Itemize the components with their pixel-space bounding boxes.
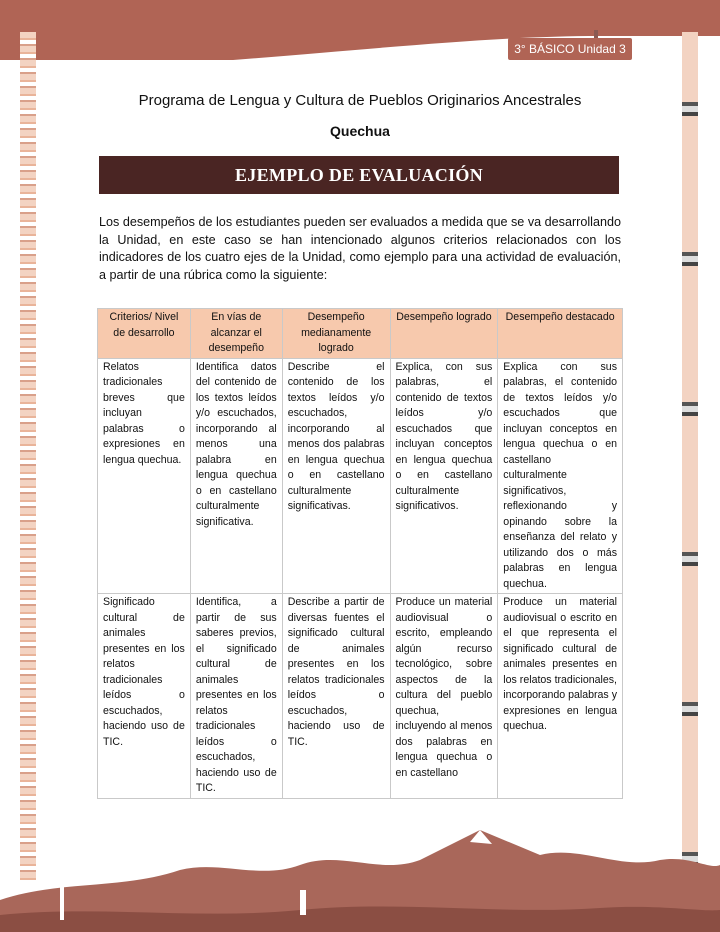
column-header: Desempeño medianamente logrado: [282, 309, 390, 359]
table-cell: Significado cultural de animales presentes en los relatos tradicionales leídos o escuchados, haciendo uso de TIC.: [98, 594, 191, 799]
table-cell: Identifica, a partir de sus saberes previos, el significado cultural de animales presentes en los relatos tradicionales leídos o escuchados, haciendo uso de TIC.: [190, 594, 282, 799]
language-subtitle: Quechua: [330, 123, 390, 139]
table-row: [98, 358, 623, 594]
program-title: Programa de Lengua y Cultura de Pueblos Originarios Ancestrales: [138, 92, 582, 109]
table-cell: Produce un material audiovisual o escrito en el que representa el significado cultural de animales presentes en los relatos tradicionales, incorporando palabras y expresiones en lengua quechua.: [498, 594, 623, 799]
column-header: Criterios/ Nivel de desarrollo: [98, 309, 191, 359]
table-cell: Relatos tradicionales breves que incluyan palabras o expresiones en lengua quechua.: [98, 358, 191, 594]
table-cell: Describe a partir de diversas fuentes el significado cultural de animales presentes en los relatos tradicionales leídos o escuchados, haciendo uso de TIC.: [282, 594, 390, 799]
table-cell: Identifica datos del contenido de los textos leídos y/o escuchados, incorporando al menos una palabra en lengua quechua o en castellano culturalmente significativa.: [190, 358, 282, 594]
left-pattern-border: [20, 32, 36, 882]
table-header-row: [98, 309, 623, 359]
column-header: Desempeño destacado: [498, 309, 623, 359]
column-header: Desempeño logrado: [390, 309, 498, 359]
right-pattern-border: [682, 32, 698, 882]
table-cell: Explica con sus palabras, el contenido de textos leídos y/o escuchados que incluyan conceptos en lengua quechua o en castellano culturalmente significativos, reflexionando y opinando sobre la enseñanza del relato y utilizando dos o más palabras en lengua quechua.: [498, 358, 623, 594]
table-cell: Explica, con sus palabras, el contenido de textos leídos y/o escuchados que incluyan conceptos en lengua quechua o en castellano culturalmente significativos.: [390, 358, 498, 594]
table-cell: Describe el contenido de los textos leídos y/o escuchados, incorporando al menos dos palabras en lengua quechua o en castellano culturalmente significativas.: [282, 358, 390, 594]
section-banner: EJEMPLO DE EVALUACIÓN: [99, 156, 619, 194]
grade-unit-badge: 3° BÁSICO Unidad 3: [508, 38, 632, 60]
column-header: En vías de alcanzar el desempeño: [190, 309, 282, 359]
landscape-footer-illustration: [0, 820, 720, 932]
intro-paragraph: Los desempeños de los estudiantes pueden ser evaluados a medida que se va desarrollando la Unidad, en este caso se han intencionado algunos criterios relacionados con los indicadores de los cuatro ejes de la Unidad, como ejemplo para una actividad de evaluación, a partir de una rúbrica como la siguiente:: [99, 215, 621, 282]
rubric-table: [97, 308, 623, 799]
table-row: [98, 594, 623, 799]
table-cell: Produce un material audiovisual o escrito, empleando algún recurso tecnológico, sobre aspectos de la cultura del pueblo quechua, incluyendo al menos dos palabras en lengua quechua o en castellano: [390, 594, 498, 799]
